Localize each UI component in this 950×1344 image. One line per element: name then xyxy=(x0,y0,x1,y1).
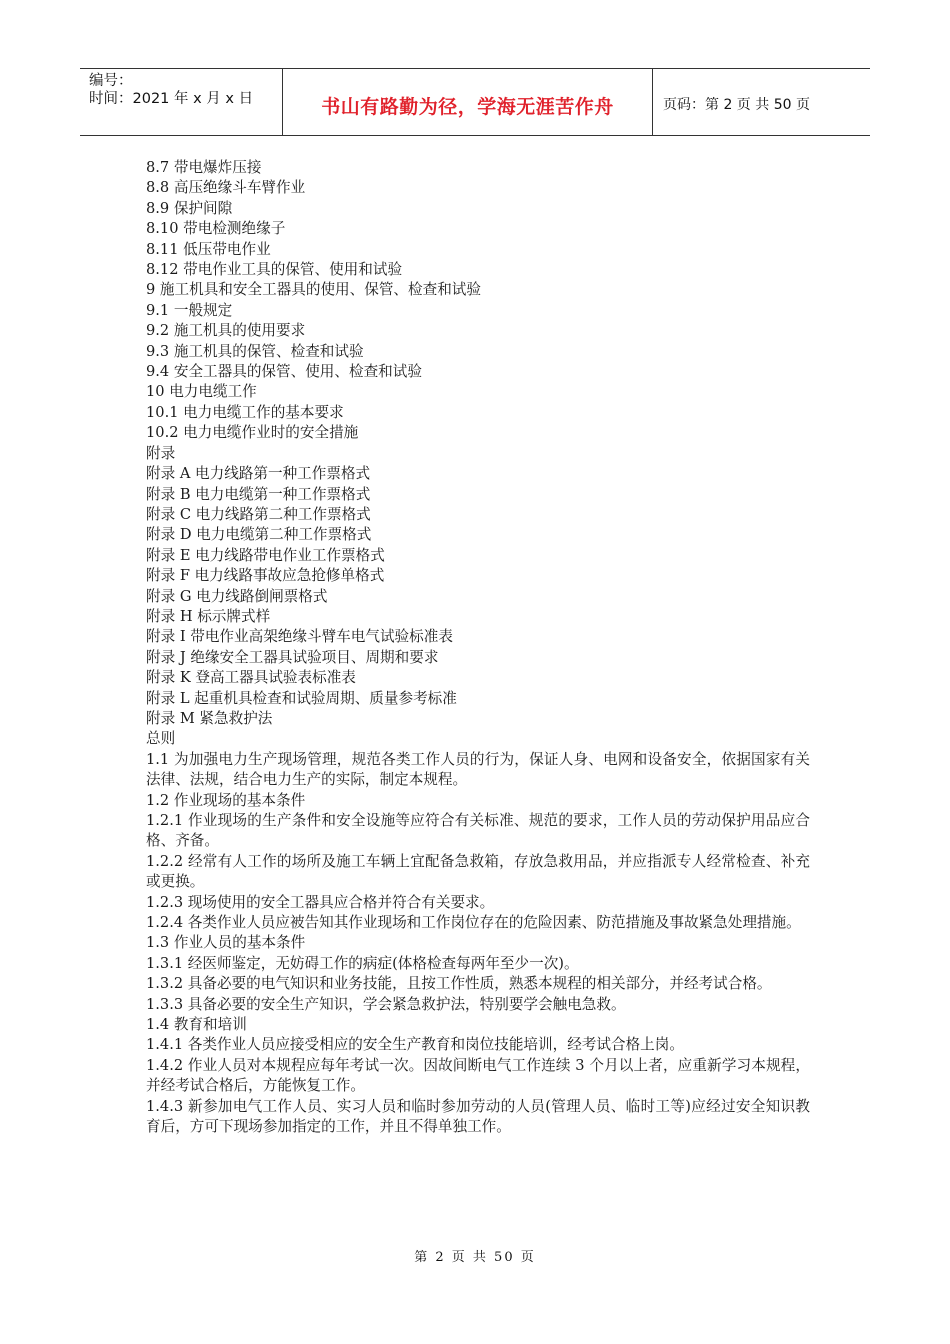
text-line: 1.2.2 经常有人工作的场所及施工车辆上宜配备急救箱，存放急救用品，并应指派专人经常检查、补充或更换。 xyxy=(146,852,810,891)
page-footer: 第 2 页 共 50 页 xyxy=(414,1250,536,1265)
text-line: 1.4 教育和培训 xyxy=(146,1016,247,1034)
text-line: 附录 E 电力线路带电作业工作票格式 xyxy=(146,546,385,564)
text-line: 附录 F 电力线路事故应急抢修单格式 xyxy=(146,567,385,585)
text-line: 1.3 作业人员的基本条件 xyxy=(146,934,306,952)
text-line: 附录 xyxy=(146,444,176,462)
text-line: 1.4.3 新参加电气工作人员、实习人员和临时参加劳动的人员(管理人员、临时工等)应经过安全知识教育后，方可下现场参加指定的工作，并且不得单独工作。 xyxy=(146,1097,810,1136)
page-header xyxy=(80,68,870,136)
text-line: 附录 A 电力线路第一种工作票格式 xyxy=(146,465,371,483)
text-line: 附录 J 绝缘安全工器具试验项目、周期和要求 xyxy=(146,648,439,666)
document-body xyxy=(146,158,810,1138)
text-line: 1.4.2 作业人员对本规程应每年考试一次。因故间断电气工作连续 3 个月以上者，应重新学习本规程，并经考试合格后，方能恢复工作。 xyxy=(146,1056,810,1095)
text-line: 附录 L 起重机具检查和试验周期、质量参考标准 xyxy=(146,689,457,707)
text-line: 8.9 保护间隙 xyxy=(146,199,233,217)
text-line: 10.1 电力电缆工作的基本要求 xyxy=(146,403,344,421)
text-line: 附录 B 电力电缆第一种工作票格式 xyxy=(146,485,371,503)
text-line: 1.1 为加强电力生产现场管理，规范各类工作人员的行为，保证人身、电网和设备安全，依据国家有关法律、法规，结合电力生产的实际，制定本规程。 xyxy=(146,750,810,789)
text-line: 附录 C 电力线路第二种工作票格式 xyxy=(146,505,371,523)
text-line: 附录 H 标示牌式样 xyxy=(146,607,271,625)
text-line: 1.3.3 具备必要的安全生产知识，学会紧急救护法，特别要学会触电急救。 xyxy=(146,995,626,1013)
text-line: 附录 K 登高工器具试验表标准表 xyxy=(146,669,356,687)
document-time-label: 时间：2021 年 x 月 x 日 xyxy=(89,91,254,107)
text-line: 10.2 电力电缆作业时的安全措施 xyxy=(146,424,359,442)
text-line: 1.2.1 作业现场的生产条件和安全设施等应符合有关标准、规范的要求，工作人员的劳动保护用品应合格、齐备。 xyxy=(146,812,810,850)
text-line: 1.2.3 现场使用的安全工器具应合格并符合有关要求。 xyxy=(146,893,495,911)
header-motto: 书山有路勤为径，学海无涯苦作舟 xyxy=(283,69,653,135)
text-line: 9.4 安全工器具的保管、使用、检查和试验 xyxy=(146,363,422,381)
text-line: 1.3.1 经医师鉴定，无妨碍工作的病症(体格检查每两年至少一次)。 xyxy=(146,954,579,972)
text-line: 8.11 低压带电作业 xyxy=(146,240,271,258)
text-line: 9 施工机具和安全工器具的使用、保管、检查和试验 xyxy=(146,281,481,299)
text-line: 8.7 带电爆炸压接 xyxy=(146,159,262,176)
text-line: 8.8 高压绝缘斗车臂作业 xyxy=(146,179,306,197)
text-line: 9.3 施工机具的保管、检查和试验 xyxy=(146,342,364,360)
text-line: 1.2 作业现场的基本条件 xyxy=(146,791,306,809)
text-line: 1.4.1 各类作业人员应接受相应的安全生产教育和岗位技能培训，经考试合格上岗。 xyxy=(146,1036,684,1054)
text-line: 附录 I 带电作业高架绝缘斗臂车电气试验标准表 xyxy=(146,628,453,646)
text-line: 附录 D 电力电缆第二种工作票格式 xyxy=(146,526,372,544)
text-line: 9.1 一般规定 xyxy=(146,301,233,319)
text-line: 8.12 带电作业工具的保管、使用和试验 xyxy=(146,261,403,279)
text-line: 10 电力电缆工作 xyxy=(146,383,257,401)
text-line: 1.2.4 各类作业人员应被告知其作业现场和工作岗位存在的危险因素、防范措施及事故紧急处理措施。 xyxy=(146,914,801,932)
header-meta xyxy=(80,69,283,135)
text-line: 8.10 带电检测绝缘子 xyxy=(146,220,286,238)
header-page-info: 页码：第 2 页 共 50 页 xyxy=(663,97,810,113)
text-line: 1.3.2 具备必要的电气知识和业务技能，且按工作性质，熟悉本规程的相关部分，并经考试合格。 xyxy=(146,975,772,993)
text-line: 附录 G 电力线路倒闸票格式 xyxy=(146,587,328,605)
document-number-label: 编号： xyxy=(89,73,133,89)
text-line: 总则 xyxy=(146,730,176,748)
text-line: 9.2 施工机具的使用要求 xyxy=(146,322,306,340)
text-line: 附录 M 紧急救护法 xyxy=(146,709,273,727)
